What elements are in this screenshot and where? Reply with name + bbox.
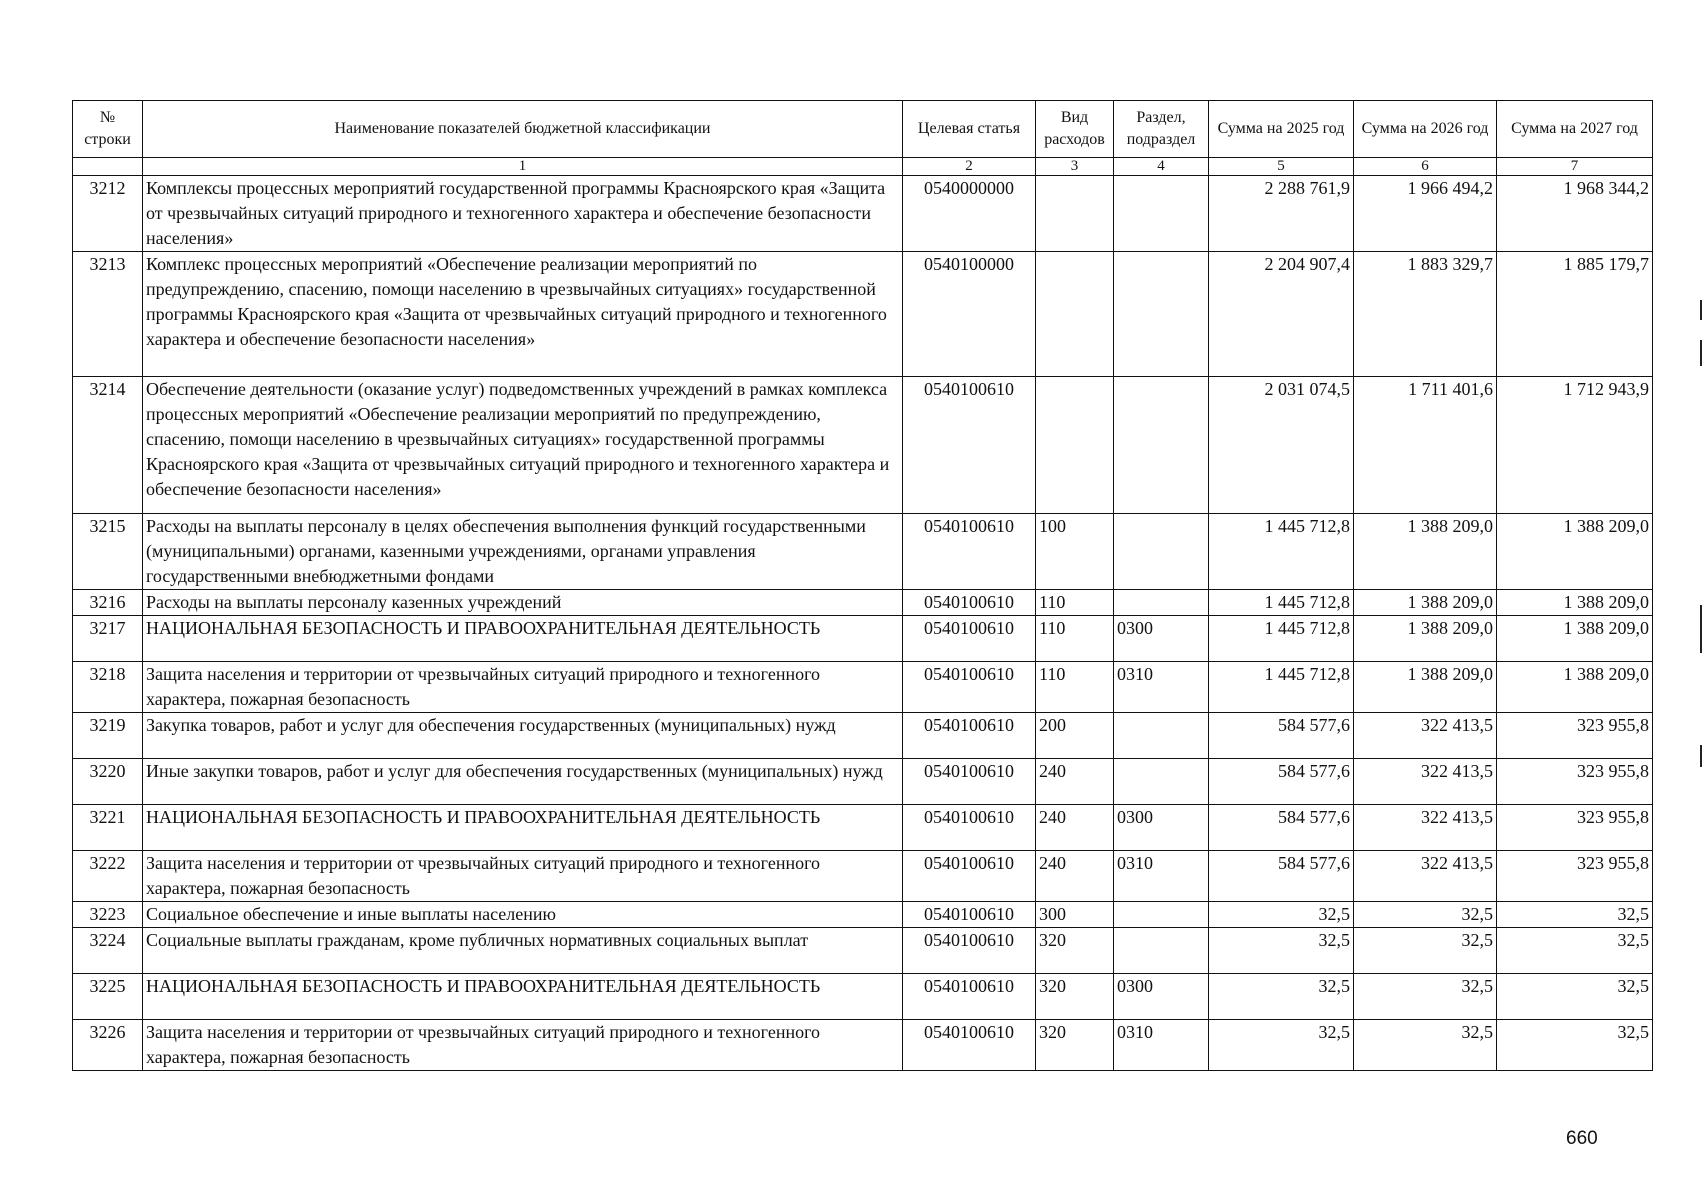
- table-row: [73, 805, 1653, 851]
- row-number: 3222: [73, 851, 143, 902]
- table-row: [73, 662, 1653, 713]
- row-number: 3218: [73, 662, 143, 713]
- header-row: [73, 101, 1653, 158]
- row-sum-2025: 584 577,6: [1209, 759, 1354, 805]
- row-number: 3225: [73, 974, 143, 1020]
- row-sum-2027: 323 955,8: [1497, 759, 1653, 805]
- row-target-article: 0540100610: [903, 590, 1036, 616]
- row-sum-2025: 2 031 074,5: [1209, 377, 1354, 514]
- row-sum-2026: 1 966 494,2: [1354, 176, 1497, 252]
- row-sum-2027: 323 955,8: [1497, 805, 1653, 851]
- row-expense-type: 110: [1036, 662, 1114, 713]
- row-target-article: 0540100610: [903, 662, 1036, 713]
- row-section: 0310: [1114, 662, 1209, 713]
- row-section: [1114, 590, 1209, 616]
- row-sum-2027: 1 885 179,7: [1497, 252, 1653, 377]
- row-expense-type: 320: [1036, 1020, 1114, 1071]
- row-target-article: 0540100610: [903, 514, 1036, 590]
- table-row: [73, 590, 1653, 616]
- row-expense-type: 240: [1036, 759, 1114, 805]
- table-row: [73, 713, 1653, 759]
- column-number: 3: [1036, 158, 1114, 176]
- row-name: Обеспечение деятельности (оказание услуг) подведомственных учреждений в рамках комплекса процессных мероприятий «Обеспечение реализации мероприятий по предупреждению, спасению, помощи населению в чрезвычайных ситуациях» государственной программы Красноярского края «Защита от чрезвычайных ситуаций природного и техногенного характера и обеспечение безопасности населения»: [143, 377, 903, 514]
- row-target-article: 0540100610: [903, 902, 1036, 928]
- row-number: 3216: [73, 590, 143, 616]
- row-number: 3223: [73, 902, 143, 928]
- row-name: НАЦИОНАЛЬНАЯ БЕЗОПАСНОСТЬ И ПРАВООХРАНИТЕЛЬНАЯ ДЕЯТЕЛЬНОСТЬ: [143, 974, 903, 1020]
- row-sum-2026: 1 883 329,7: [1354, 252, 1497, 377]
- page-number: 660: [1566, 1128, 1598, 1149]
- row-sum-2026: 32,5: [1354, 1020, 1497, 1071]
- row-sum-2027: 1 388 209,0: [1497, 616, 1653, 662]
- row-sum-2027: 32,5: [1497, 1020, 1653, 1071]
- row-expense-type: 320: [1036, 974, 1114, 1020]
- row-sum-2025: 32,5: [1209, 974, 1354, 1020]
- row-section: [1114, 377, 1209, 514]
- row-target-article: 0540100610: [903, 851, 1036, 902]
- row-section: 0310: [1114, 851, 1209, 902]
- row-sum-2025: 1 445 712,8: [1209, 662, 1354, 713]
- row-sum-2025: 584 577,6: [1209, 713, 1354, 759]
- header-sum-2025: Сумма на 2025 год: [1209, 101, 1354, 158]
- table-row: [73, 902, 1653, 928]
- table-row: [73, 851, 1653, 902]
- row-sum-2026: 322 413,5: [1354, 713, 1497, 759]
- row-section: [1114, 176, 1209, 252]
- row-section: 0310: [1114, 1020, 1209, 1071]
- row-sum-2027: 323 955,8: [1497, 851, 1653, 902]
- header-target-article: Целевая статья: [903, 101, 1036, 158]
- row-section: [1114, 928, 1209, 974]
- scan-edge-mark: [1700, 300, 1702, 320]
- row-expense-type: 240: [1036, 851, 1114, 902]
- row-sum-2025: 32,5: [1209, 928, 1354, 974]
- row-number: 3221: [73, 805, 143, 851]
- row-number: 3219: [73, 713, 143, 759]
- table-row: [73, 252, 1653, 377]
- table-row: [73, 974, 1653, 1020]
- row-section: [1114, 759, 1209, 805]
- row-name: Расходы на выплаты персоналу казенных учреждений: [143, 590, 903, 616]
- header-row-no: № строки: [73, 101, 143, 158]
- row-name: Комплекс процессных мероприятий «Обеспечение реализации мероприятий по предупреждению, спасению, помощи населению в чрезвычайных ситуациях» государственной программы Красноярского края «Защита от чрезвычайных ситуаций природного и техногенного характера и обеспечение безопасности населения»: [143, 252, 903, 377]
- column-number: 6: [1354, 158, 1497, 176]
- row-name: Защита населения и территории от чрезвычайных ситуаций природного и техногенного характера, пожарная безопасность: [143, 662, 903, 713]
- row-name: Закупка товаров, работ и услуг для обеспечения государственных (муниципальных) нужд: [143, 713, 903, 759]
- row-sum-2027: 1 968 344,2: [1497, 176, 1653, 252]
- row-section: 0300: [1114, 616, 1209, 662]
- row-section: [1114, 713, 1209, 759]
- row-sum-2027: 32,5: [1497, 974, 1653, 1020]
- row-sum-2026: 32,5: [1354, 902, 1497, 928]
- row-expense-type: 240: [1036, 805, 1114, 851]
- row-section: 0300: [1114, 974, 1209, 1020]
- column-number: 5: [1209, 158, 1354, 176]
- row-sum-2025: 32,5: [1209, 1020, 1354, 1071]
- row-name: НАЦИОНАЛЬНАЯ БЕЗОПАСНОСТЬ И ПРАВООХРАНИТЕЛЬНАЯ ДЕЯТЕЛЬНОСТЬ: [143, 616, 903, 662]
- row-sum-2025: 1 445 712,8: [1209, 590, 1354, 616]
- table-row: [73, 759, 1653, 805]
- scan-edge-mark: [1700, 745, 1702, 767]
- row-target-article: 0540100610: [903, 1020, 1036, 1071]
- row-sum-2025: 2 204 907,4: [1209, 252, 1354, 377]
- row-target-article: 0540100610: [903, 759, 1036, 805]
- header-sum-2026: Сумма на 2026 год: [1354, 101, 1497, 158]
- row-number: 3214: [73, 377, 143, 514]
- row-target-article: 0540100610: [903, 377, 1036, 514]
- header-sum-2027: Сумма на 2027 год: [1497, 101, 1653, 158]
- row-sum-2026: 1 711 401,6: [1354, 377, 1497, 514]
- row-expense-type: 320: [1036, 928, 1114, 974]
- table-row: [73, 928, 1653, 974]
- row-expense-type: [1036, 377, 1114, 514]
- row-sum-2027: 1 388 209,0: [1497, 662, 1653, 713]
- row-sum-2025: 2 288 761,9: [1209, 176, 1354, 252]
- row-sum-2027: 323 955,8: [1497, 713, 1653, 759]
- row-expense-type: [1036, 176, 1114, 252]
- column-number-blank: [73, 158, 143, 176]
- row-number: 3215: [73, 514, 143, 590]
- row-target-article: 0540100610: [903, 616, 1036, 662]
- header-section: Раздел, подраздел: [1114, 101, 1209, 158]
- row-sum-2026: 322 413,5: [1354, 805, 1497, 851]
- row-name: НАЦИОНАЛЬНАЯ БЕЗОПАСНОСТЬ И ПРАВООХРАНИТЕЛЬНАЯ ДЕЯТЕЛЬНОСТЬ: [143, 805, 903, 851]
- row-section: [1114, 252, 1209, 377]
- column-number: 2: [903, 158, 1036, 176]
- row-number: 3217: [73, 616, 143, 662]
- column-number: 7: [1497, 158, 1653, 176]
- row-target-article: 0540000000: [903, 176, 1036, 252]
- row-expense-type: 300: [1036, 902, 1114, 928]
- column-number-row: [73, 158, 1653, 176]
- row-number: 3212: [73, 176, 143, 252]
- table-row: [73, 1020, 1653, 1071]
- row-number: 3224: [73, 928, 143, 974]
- row-target-article: 0540100610: [903, 805, 1036, 851]
- column-number: 4: [1114, 158, 1209, 176]
- row-name: Иные закупки товаров, работ и услуг для обеспечения государственных (муниципальных) нужд: [143, 759, 903, 805]
- row-target-article: 0540100610: [903, 713, 1036, 759]
- row-sum-2027: 32,5: [1497, 928, 1653, 974]
- row-sum-2026: 32,5: [1354, 928, 1497, 974]
- row-expense-type: [1036, 252, 1114, 377]
- scan-edge-mark: [1700, 605, 1702, 653]
- row-name: Комплексы процессных мероприятий государственной программы Красноярского края «Защита от чрезвычайных ситуаций природного и техногенного характера и обеспечение безопасности населения»: [143, 176, 903, 252]
- row-target-article: 0540100610: [903, 928, 1036, 974]
- row-sum-2027: 32,5: [1497, 902, 1653, 928]
- row-section: 0300: [1114, 805, 1209, 851]
- row-sum-2026: 1 388 209,0: [1354, 662, 1497, 713]
- row-target-article: 0540100610: [903, 974, 1036, 1020]
- row-name: Социальные выплаты гражданам, кроме публичных нормативных социальных выплат: [143, 928, 903, 974]
- column-number: 1: [143, 158, 903, 176]
- row-sum-2026: 1 388 209,0: [1354, 514, 1497, 590]
- table-row: [73, 176, 1653, 252]
- row-sum-2025: 584 577,6: [1209, 851, 1354, 902]
- row-sum-2027: 1 712 943,9: [1497, 377, 1653, 514]
- table-row: [73, 616, 1653, 662]
- row-number: 3220: [73, 759, 143, 805]
- row-expense-type: 100: [1036, 514, 1114, 590]
- row-sum-2026: 322 413,5: [1354, 759, 1497, 805]
- row-expense-type: 110: [1036, 616, 1114, 662]
- row-expense-type: 200: [1036, 713, 1114, 759]
- row-sum-2025: 584 577,6: [1209, 805, 1354, 851]
- row-section: [1114, 902, 1209, 928]
- header-name: Наименование показателей бюджетной классификации: [143, 101, 903, 158]
- row-sum-2025: 32,5: [1209, 902, 1354, 928]
- row-expense-type: 110: [1036, 590, 1114, 616]
- row-number: 3226: [73, 1020, 143, 1071]
- row-sum-2025: 1 445 712,8: [1209, 514, 1354, 590]
- row-target-article: 0540100000: [903, 252, 1036, 377]
- row-sum-2027: 1 388 209,0: [1497, 590, 1653, 616]
- row-sum-2026: 1 388 209,0: [1354, 616, 1497, 662]
- row-sum-2026: 322 413,5: [1354, 851, 1497, 902]
- scan-edge-mark: [1700, 340, 1702, 366]
- row-sum-2026: 32,5: [1354, 974, 1497, 1020]
- row-name: Социальное обеспечение и иные выплаты населению: [143, 902, 903, 928]
- row-name: Расходы на выплаты персоналу в целях обеспечения выполнения функций государственными (муниципальными) органами, казенными учреждениями, органами управления государственными внебюджетными фондами: [143, 514, 903, 590]
- row-sum-2027: 1 388 209,0: [1497, 514, 1653, 590]
- table-row: [73, 377, 1653, 514]
- budget-table: [72, 100, 1653, 1071]
- row-section: [1114, 514, 1209, 590]
- header-expense-type: Вид расходов: [1036, 101, 1114, 158]
- row-sum-2026: 1 388 209,0: [1354, 590, 1497, 616]
- row-name: Защита населения и территории от чрезвычайных ситуаций природного и техногенного характера, пожарная безопасность: [143, 851, 903, 902]
- row-name: Защита населения и территории от чрезвычайных ситуаций природного и техногенного характера, пожарная безопасность: [143, 1020, 903, 1071]
- row-number: 3213: [73, 252, 143, 377]
- table-row: [73, 514, 1653, 590]
- row-sum-2025: 1 445 712,8: [1209, 616, 1354, 662]
